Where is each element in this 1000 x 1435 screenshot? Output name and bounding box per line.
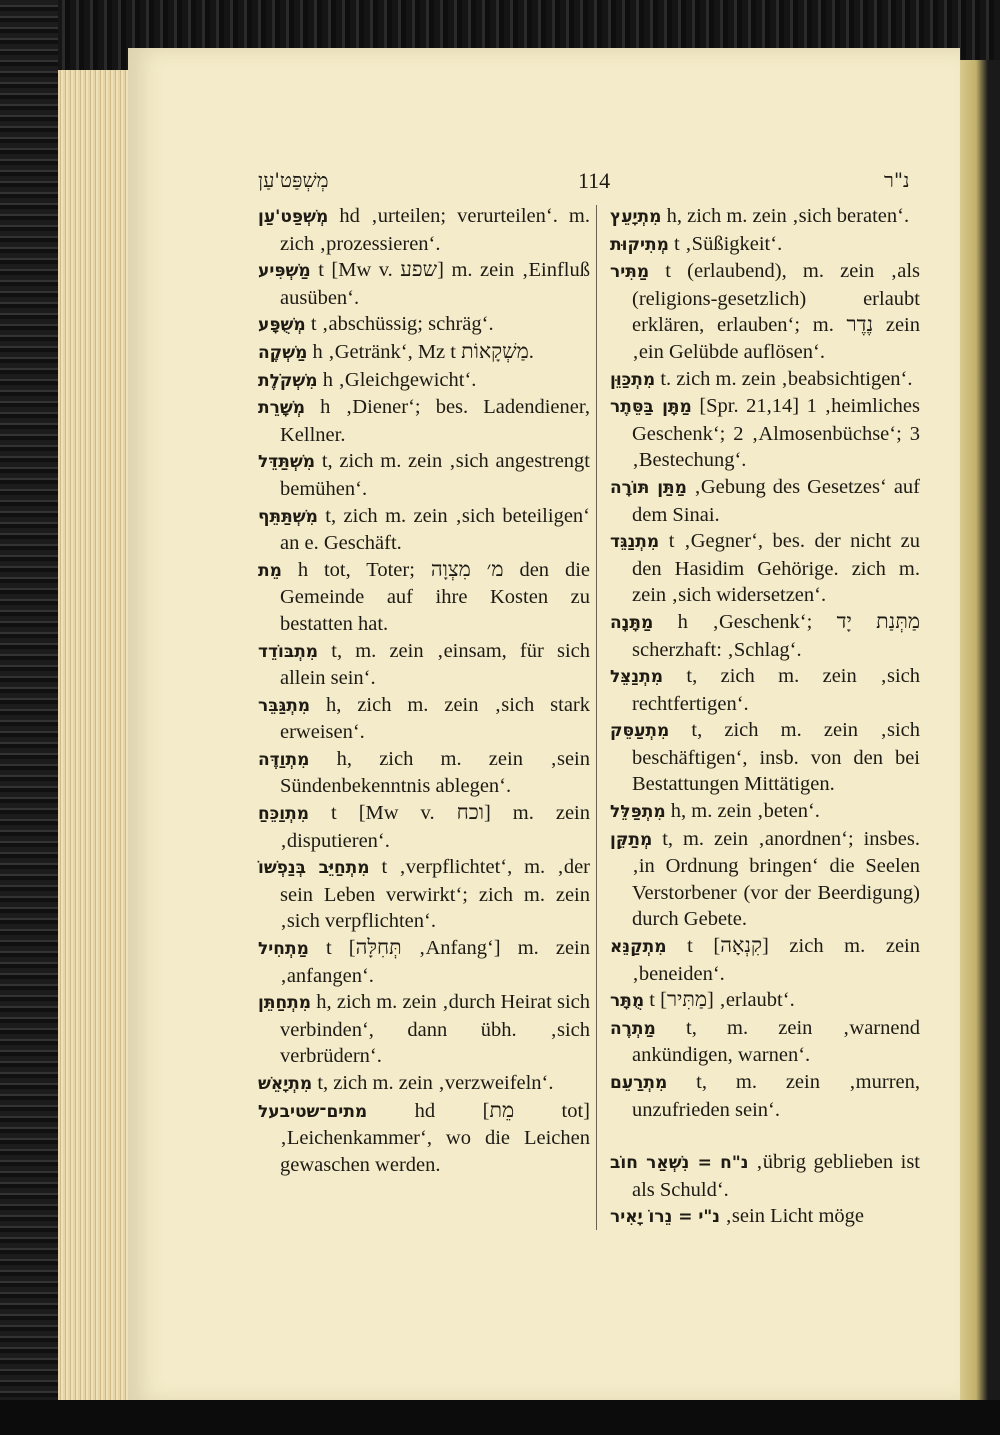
dictionary-entry [258, 638, 590, 692]
headword: מִתְעַסֵּק [610, 721, 670, 742]
headword: מִתְיָעֵץ [610, 207, 662, 227]
running-head-left: מְשְׁפַּט'עַן [258, 168, 329, 192]
definition: t, m. zein ‚warnend ankündigen, warnen‘. [632, 1016, 920, 1067]
definition: ‚Gebung des Gesetzes‘ auf dem Sinai. [632, 475, 921, 526]
definition: h ‚Geschenk‘; מַתְּנַת יָד scherzhaft: ‚Schlag‘. [632, 610, 920, 661]
definition: t [קִנְאָה] zich m. zein ‚beneiden‘. [632, 935, 921, 985]
dictionary-entry [610, 933, 920, 987]
dictionary-entry [610, 987, 920, 1015]
dictionary-entry [610, 393, 920, 474]
headword: מֵת [258, 560, 282, 581]
headword: נ"ח = נִשְׁאַר חוֹב [610, 1153, 749, 1174]
dictionary-entry [258, 935, 590, 989]
headword: מְשָׁרֵת [258, 398, 306, 419]
headword: מִתְקַנֵּא [610, 937, 667, 958]
headword: מִתְוַכֵּחַ [258, 804, 310, 825]
headword: מִתְפַּלֵּל [610, 802, 666, 823]
dictionary-entry [610, 366, 920, 394]
headword: מַשְׁפִּיע [258, 261, 311, 282]
dictionary-entry [258, 692, 590, 746]
dictionary-entry [610, 1149, 920, 1203]
headword: מִתְחַיֵּב בְּנַפְשׁוֹ [258, 858, 370, 879]
running-head-right: נ"ר [884, 168, 910, 192]
definition: t (erlaubend), m. zein ‚als (religions-gesetzlich) erlaubt erklären, erlauben‘; m. נֶדֶר zein ‚ein Gelübde auflösen‘. [632, 260, 920, 363]
definition: t [Mw v. שפע] m. zein ‚Einfluß ausüben‘. [280, 259, 591, 309]
definition: h tot, Toter; מ׳ מִצְוָה den die Gemeinde auf ihre Kosten zu bestatten hat. [280, 558, 590, 635]
headword: מִתְיָאֵשׁ [258, 1074, 313, 1094]
definition: hd [מֵת tot] ‚Leichenkammer‘, wo die Leichen gewaschen werden. [280, 1099, 590, 1176]
page-stack-edge [58, 70, 128, 1400]
headword: מְתִיקוּת [610, 234, 669, 255]
dictionary-entry [258, 854, 590, 935]
definition: t, m. zein ‚anordnen‘; insbes. ‚in Ordnung bringen‘ die Seelen Verstorbener (vor der Beerdigung) durch Gebete. [632, 827, 920, 931]
definition: hd ‚urteilen; verurteilen‘. m. zich ‚prozessieren‘. [280, 205, 590, 255]
definition: ‚sein Licht möge [719, 1205, 864, 1228]
definition: t ‚abschüssig; schräg‘. [305, 313, 494, 336]
dictionary-entry [258, 1098, 590, 1179]
page-number: 114 [578, 168, 611, 193]
dictionary-entry [258, 203, 590, 257]
headword: מִשְׁתַּתֵּף [258, 506, 318, 527]
dictionary-entry [610, 258, 920, 365]
definition: t ‚Gegner‘, bes. der nicht zu den Hasidim Gehörige. zich m. zein ‚sich widersetzen‘. [632, 530, 920, 607]
dictionary-entry [610, 609, 920, 663]
dictionary-entry [610, 474, 920, 528]
column-divider [596, 205, 597, 1230]
definition: h, zich m. zein ‚sein Sündenbekenntnis ablegen‘. [280, 747, 590, 798]
headword: מַתְרֶה [610, 1018, 656, 1039]
headword: מַתַּן תּוֹרָה [610, 477, 687, 498]
dictionary-entry [258, 339, 590, 367]
book-spine [0, 0, 58, 1435]
definition: t, zich m. zein ‚sich beschäftigen‘, insb. von den bei Bestattungen Mittätigen. [632, 719, 920, 796]
dictionary-entry [258, 503, 590, 557]
headword: מְתַקֵּן [610, 829, 653, 850]
dictionary-entry [610, 231, 920, 259]
headword: מֻתָּר [610, 991, 645, 1012]
definition: t, m. zein ‚einsam, für sich allein sein‘. [280, 639, 590, 690]
headword: מִשְׁקֹלֶת [258, 370, 318, 391]
headword: מִתְגַּבֵּר [258, 695, 311, 716]
dictionary-entry [610, 1203, 920, 1231]
headword: מִשְׁתַּדֵּל [258, 452, 316, 473]
bottom-background [0, 1400, 1000, 1435]
dictionary-entry [258, 557, 590, 638]
definition: ‚übrig geblieben ist als Schuld‘. [632, 1151, 921, 1201]
dictionary-entry [610, 1015, 920, 1069]
dictionary-entry [258, 746, 590, 800]
definition: [Spr. 21,14] 1 ‚heimliches Geschenk‘; 2 ‚Almosenbüchse‘; 3 ‚Bestechung‘. [632, 395, 920, 472]
left-column [258, 203, 590, 1178]
definition: h ‚Gleichgewicht‘. [317, 368, 477, 391]
definition: t. zich m. zein ‚beabsichtigen‘. [655, 367, 913, 390]
dictionary-entry [610, 528, 920, 609]
right-column [610, 203, 920, 1231]
dictionary-entry [258, 394, 590, 448]
headword: מְשֻׁפָּע [258, 315, 306, 336]
definition: h, zich m. zein ‚sich stark erweisen‘. [280, 693, 590, 744]
headword: מַשְׁקֶה [258, 342, 308, 363]
headword: נ"י = נֵרוֹ יָאִיר [610, 1207, 720, 1228]
dictionary-entry [258, 1070, 590, 1098]
definition: t ‚verpflichtet‘, m. ‚der sein Leben verwirkt‘; zich m. zein ‚sich verpflichten‘. [280, 856, 590, 933]
dictionary-entry [258, 448, 590, 502]
dictionary-entry [610, 1069, 920, 1123]
definition: t, zich m. zein ‚sich angestrengt bemühen‘. [280, 450, 590, 500]
definition: t, m. zein ‚murren, unzufrieden sein‘. [632, 1071, 920, 1121]
definition: t, zich m. zein ‚verzweifeln‘. [312, 1072, 554, 1094]
definition: t [Mw v. וכח] m. zein ‚disputieren‘. [280, 802, 590, 852]
dictionary-entry [610, 826, 920, 933]
dictionary-entry [258, 367, 590, 395]
headword: מִתְבּוֹדֵד [258, 641, 319, 662]
definition: h ‚Getränk‘, Mz t מַשְׁקָאוֹת. [307, 340, 534, 363]
definition: h ‚Diener‘; bes. Ladendiener, Kellner. [280, 396, 590, 446]
dictionary-entry [258, 800, 590, 854]
dictionary-entry [610, 798, 920, 826]
headword: מתים־שטיבעל [258, 1101, 368, 1122]
dictionary-entry [258, 257, 590, 311]
definition: t [תְּחִלָּה ‚Anfang‘] m. zein ‚anfangen‘. [280, 937, 590, 987]
definition: h, zich m. zein ‚durch Heirat sich verbinden‘, dann übh. ‚sich verbrüdern‘. [280, 991, 590, 1068]
headword: מַתָּן בַּסֵּתֶר [610, 397, 692, 418]
dictionary-entry [610, 717, 920, 798]
definition: t, zich m. zein ‚sich rechtfertigen‘. [632, 665, 920, 715]
headword: מַתְחִיל [258, 939, 309, 960]
dictionary-entry [610, 203, 920, 231]
headword: מִתְנַצֵּל [610, 667, 664, 688]
definition: t [מַתִּיר] ‚erlaubt‘. [644, 989, 795, 1012]
headword: מִתְנַגֵּד [610, 532, 660, 553]
headword: מִתְכַּוֵּן [610, 369, 656, 390]
definition: t ‚Süßigkeit‘. [668, 232, 783, 255]
headword: מִתְרַעֵם [610, 1073, 668, 1093]
definition: h, m. zein ‚beten‘. [665, 800, 820, 823]
headword: מַתִּיר [610, 262, 650, 283]
facing-page-edge [960, 60, 1000, 1400]
dictionary-entry [610, 663, 920, 717]
dictionary-entry [258, 311, 590, 339]
headword: מִתְחַתֵּן [258, 993, 312, 1014]
definition: h, zich m. zein ‚sich beraten‘. [661, 205, 910, 227]
dictionary-entry [258, 989, 590, 1070]
section-gap [610, 1123, 920, 1149]
headword: מִתְוַדֶּה [258, 749, 310, 770]
definition: t, zich m. zein ‚sich beteiligen‘ an e. Geschäft. [280, 504, 590, 555]
headword: מְשְׁפַּט'עַן [258, 207, 329, 227]
headword: מַתָּנָה [610, 612, 654, 633]
